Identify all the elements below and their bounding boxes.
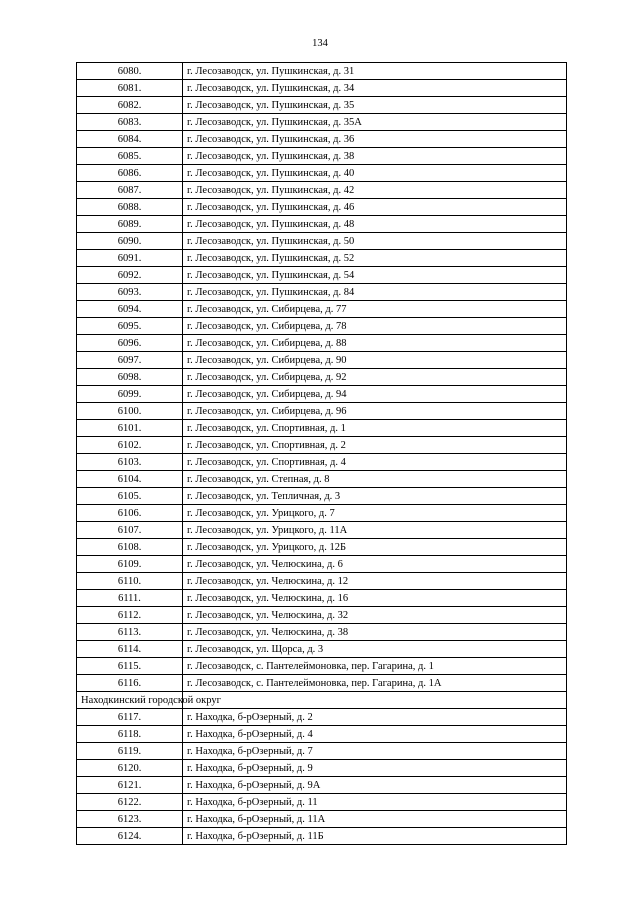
table-row (77, 369, 567, 386)
page-number: 134 (312, 38, 328, 49)
table-row (77, 80, 567, 97)
table-row (77, 675, 567, 692)
row-address: г. Лесозаводск, ул. Пушкинская, д. 31 (183, 63, 567, 80)
row-address: г. Лесозаводск, ул. Сибирцева, д. 90 (183, 352, 567, 369)
row-number: 6102. (77, 437, 183, 454)
row-number: 6124. (77, 828, 183, 845)
row-number: 6094. (77, 301, 183, 318)
row-number: 6106. (77, 505, 183, 522)
row-address: г. Находка, б-рОзерный, д. 11 (183, 794, 567, 811)
row-number: 6088. (77, 199, 183, 216)
section-empty-cell (183, 692, 567, 709)
row-address: г. Лесозаводск, ул. Спортивная, д. 2 (183, 437, 567, 454)
table-row (77, 437, 567, 454)
row-address: г. Лесозаводск, ул. Челюскина, д. 12 (183, 573, 567, 590)
row-number: 6095. (77, 318, 183, 335)
row-address: г. Лесозаводск, ул. Пушкинская, д. 54 (183, 267, 567, 284)
table-row (77, 709, 567, 726)
row-address: г. Лесозаводск, ул. Пушкинская, д. 36 (183, 131, 567, 148)
table-row (77, 403, 567, 420)
row-number: 6090. (77, 233, 183, 250)
table-row (77, 743, 567, 760)
table-row (77, 794, 567, 811)
row-number: 6105. (77, 488, 183, 505)
row-address: г. Находка, б-рОзерный, д. 11А (183, 811, 567, 828)
table-row (77, 607, 567, 624)
row-number: 6115. (77, 658, 183, 675)
row-address: г. Находка, б-рОзерный, д. 2 (183, 709, 567, 726)
row-address: г. Лесозаводск, ул. Пушкинская, д. 34 (183, 80, 567, 97)
table-row (77, 148, 567, 165)
row-number: 6123. (77, 811, 183, 828)
table-row (77, 233, 567, 250)
row-number: 6110. (77, 573, 183, 590)
table-row (77, 488, 567, 505)
row-number: 6117. (77, 709, 183, 726)
address-table (76, 62, 567, 845)
row-number: 6092. (77, 267, 183, 284)
table-row (77, 471, 567, 488)
row-number: 6082. (77, 97, 183, 114)
row-number: 6101. (77, 420, 183, 437)
row-number: 6085. (77, 148, 183, 165)
address-table-body (77, 63, 567, 845)
row-number: 6100. (77, 403, 183, 420)
row-address: г. Лесозаводск, ул. Сибирцева, д. 77 (183, 301, 567, 318)
row-address: г. Находка, б-рОзерный, д. 9А (183, 777, 567, 794)
table-row (77, 97, 567, 114)
row-address: г. Лесозаводск, ул. Пушкинская, д. 46 (183, 199, 567, 216)
section-row (77, 692, 567, 709)
row-number: 6089. (77, 216, 183, 233)
table-row (77, 199, 567, 216)
row-number: 6096. (77, 335, 183, 352)
table-row (77, 828, 567, 845)
row-address: г. Лесозаводск, ул. Пушкинская, д. 35 (183, 97, 567, 114)
row-address: г. Лесозаводск, ул. Пушкинская, д. 35А (183, 114, 567, 131)
row-number: 6097. (77, 352, 183, 369)
row-number: 6099. (77, 386, 183, 403)
row-address: г. Лесозаводск, ул. Сибирцева, д. 88 (183, 335, 567, 352)
row-address: г. Лесозаводск, ул. Пушкинская, д. 42 (183, 182, 567, 199)
row-address: г. Лесозаводск, ул. Пушкинская, д. 40 (183, 165, 567, 182)
row-number: 6112. (77, 607, 183, 624)
table-row (77, 624, 567, 641)
row-address: г. Лесозаводск, ул. Пушкинская, д. 38 (183, 148, 567, 165)
row-number: 6118. (77, 726, 183, 743)
table-row (77, 658, 567, 675)
table-row (77, 454, 567, 471)
row-number: 6120. (77, 760, 183, 777)
row-address: г. Находка, б-рОзерный, д. 11Б (183, 828, 567, 845)
table-row (77, 556, 567, 573)
row-address: г. Лесозаводск, ул. Степная, д. 8 (183, 471, 567, 488)
table-row (77, 267, 567, 284)
row-number: 6107. (77, 522, 183, 539)
row-address: г. Лесозаводск, ул. Щорса, д. 3 (183, 641, 567, 658)
row-number: 6093. (77, 284, 183, 301)
table-row (77, 539, 567, 556)
row-address: г. Находка, б-рОзерный, д. 9 (183, 760, 567, 777)
row-address: г. Лесозаводск, ул. Пушкинская, д. 50 (183, 233, 567, 250)
table-row (77, 335, 567, 352)
table-row (77, 811, 567, 828)
table-row (77, 590, 567, 607)
row-address: г. Лесозаводск, ул. Сибирцева, д. 94 (183, 386, 567, 403)
row-number: 6083. (77, 114, 183, 131)
table-row (77, 250, 567, 267)
row-number: 6119. (77, 743, 183, 760)
table-row (77, 641, 567, 658)
table-row (77, 131, 567, 148)
row-address: г. Лесозаводск, ул. Урицкого, д. 12Б (183, 539, 567, 556)
row-address: г. Лесозаводск, ул. Челюскина, д. 6 (183, 556, 567, 573)
table-row (77, 114, 567, 131)
table-row (77, 318, 567, 335)
row-number: 6086. (77, 165, 183, 182)
table-row (77, 352, 567, 369)
row-number: 6081. (77, 80, 183, 97)
row-number: 6080. (77, 63, 183, 80)
row-address: г. Лесозаводск, ул. Спортивная, д. 4 (183, 454, 567, 471)
row-address: г. Лесозаводск, ул. Челюскина, д. 32 (183, 607, 567, 624)
row-address: г. Лесозаводск, ул. Сибирцева, д. 78 (183, 318, 567, 335)
row-address: г. Лесозаводск, ул. Сибирцева, д. 92 (183, 369, 567, 386)
table-row (77, 420, 567, 437)
row-address: г. Лесозаводск, ул. Сибирцева, д. 96 (183, 403, 567, 420)
row-number: 6122. (77, 794, 183, 811)
row-number: 6098. (77, 369, 183, 386)
table-row (77, 573, 567, 590)
table-row (77, 284, 567, 301)
row-address: г. Лесозаводск, ул. Урицкого, д. 7 (183, 505, 567, 522)
row-number: 6087. (77, 182, 183, 199)
row-address: г. Лесозаводск, ул. Пушкинская, д. 48 (183, 216, 567, 233)
row-address: г. Лесозаводск, с. Пантелеймоновка, пер. Гагарина, д. 1 (183, 658, 567, 675)
row-number: 6103. (77, 454, 183, 471)
table-row (77, 522, 567, 539)
row-address: г. Находка, б-рОзерный, д. 7 (183, 743, 567, 760)
row-number: 6109. (77, 556, 183, 573)
row-address: г. Лесозаводск, ул. Пушкинская, д. 52 (183, 250, 567, 267)
row-address: г. Лесозаводск, ул. Пушкинская, д. 84 (183, 284, 567, 301)
row-address: г. Лесозаводск, ул. Челюскина, д. 38 (183, 624, 567, 641)
table-row (77, 165, 567, 182)
row-address: г. Лесозаводск, с. Пантелеймоновка, пер. Гагарина, д. 1А (183, 675, 567, 692)
row-number: 6091. (77, 250, 183, 267)
table-row (77, 63, 567, 80)
table-row (77, 505, 567, 522)
row-address: г. Лесозаводск, ул. Тепличная, д. 3 (183, 488, 567, 505)
row-number: 6104. (77, 471, 183, 488)
table-row (77, 777, 567, 794)
table-row (77, 386, 567, 403)
row-address: г. Лесозаводск, ул. Урицкого, д. 11А (183, 522, 567, 539)
row-number: 6111. (77, 590, 183, 607)
row-number: 6114. (77, 641, 183, 658)
row-address: г. Лесозаводск, ул. Челюскина, д. 16 (183, 590, 567, 607)
row-number: 6108. (77, 539, 183, 556)
table-row (77, 726, 567, 743)
table-row (77, 216, 567, 233)
row-address: г. Находка, б-рОзерный, д. 4 (183, 726, 567, 743)
table-row (77, 182, 567, 199)
table-row (77, 760, 567, 777)
row-address: г. Лесозаводск, ул. Спортивная, д. 1 (183, 420, 567, 437)
row-number: 6113. (77, 624, 183, 641)
row-number: 6116. (77, 675, 183, 692)
row-number: 6084. (77, 131, 183, 148)
row-number: 6121. (77, 777, 183, 794)
section-title: Находкинский городской округ (77, 692, 183, 709)
table-row (77, 301, 567, 318)
